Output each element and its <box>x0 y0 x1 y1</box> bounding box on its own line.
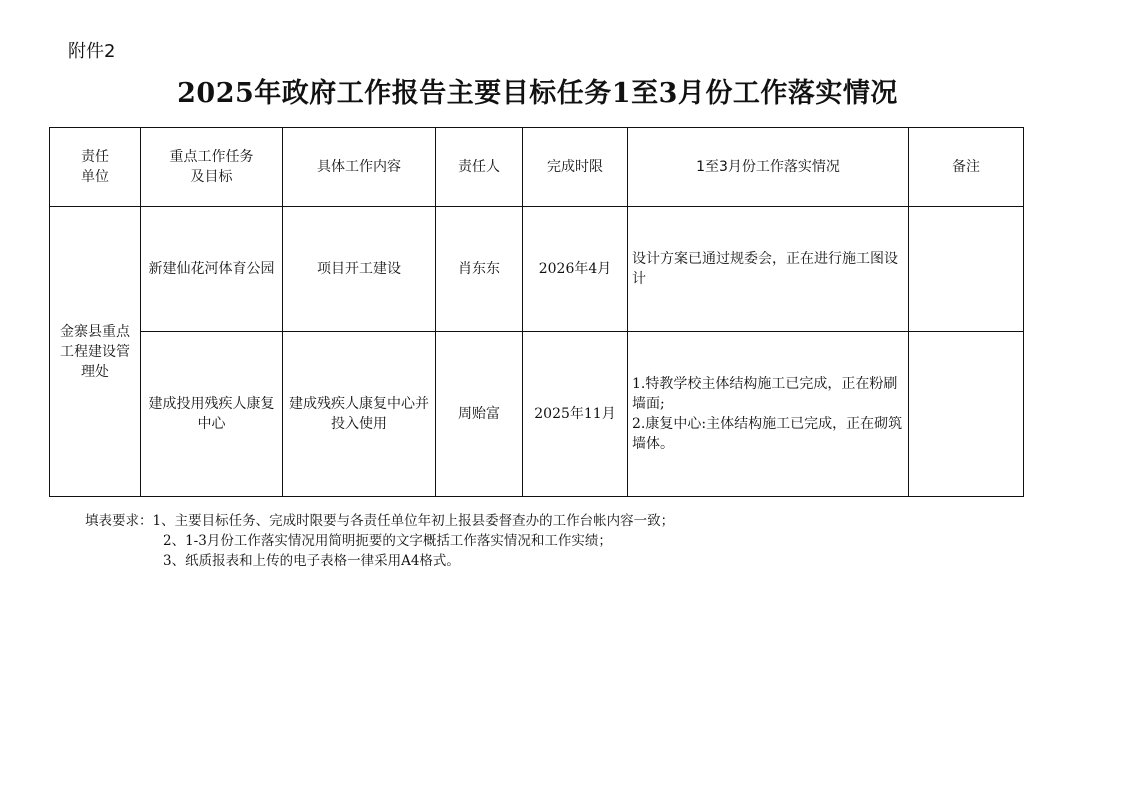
deadline-cell: 2025年11月 <box>523 332 628 497</box>
attachment-label: 附件2 <box>68 41 116 62</box>
remarks-cell <box>909 332 1024 497</box>
requirement-line-1: 填表要求：1、主要目标任务、完成时限要与各责任单位年初上报县委督查办的工作台帐内容一致； <box>85 513 675 529</box>
person-cell: 周贻富 <box>436 332 523 497</box>
deadline-cell: 2026年4月 <box>523 207 628 332</box>
remarks-cell <box>909 207 1024 332</box>
header-remarks: 备注 <box>909 128 1024 207</box>
requirement-line-3: 3、纸质报表和上传的电子表格一律采用A4格式。 <box>163 553 460 569</box>
form-requirements <box>85 511 674 571</box>
task-cell: 建成投用残疾人康复中心 <box>141 332 283 497</box>
report-table <box>49 127 1024 497</box>
header-unit: 责任 单位 <box>50 128 141 207</box>
progress-cell: 1.特教学校主体结构施工已完成，正在粉刷墙面; 2.康复中心:主体结构施工已完成，正在砌筑墙体。 <box>628 332 909 497</box>
header-deadline: 完成时限 <box>523 128 628 207</box>
requirement-line-2: 2、1-3月份工作落实情况用简明扼要的文字概括工作落实情况和工作实绩； <box>163 533 612 549</box>
header-progress: 1至3月份工作落实情况 <box>628 128 909 207</box>
progress-cell: 设计方案已通过规委会，正在进行施工图设计 <box>628 207 909 332</box>
person-cell: 肖东东 <box>436 207 523 332</box>
header-content: 具体工作内容 <box>283 128 436 207</box>
content-cell: 项目开工建设 <box>283 207 436 332</box>
table-row <box>50 207 1024 332</box>
task-cell: 新建仙花河体育公园 <box>141 207 283 332</box>
responsible-unit-cell: 金寨县重点工程建设管理处 <box>50 207 141 497</box>
header-task: 重点工作任务 及目标 <box>141 128 283 207</box>
header-person: 责任人 <box>436 128 523 207</box>
table-row <box>50 332 1024 497</box>
content-cell: 建成残疾人康复中心并投入使用 <box>283 332 436 497</box>
page-title: 2025年政府工作报告主要目标任务1至3月份工作落实情况 <box>177 78 898 109</box>
table-header-row <box>50 128 1024 207</box>
